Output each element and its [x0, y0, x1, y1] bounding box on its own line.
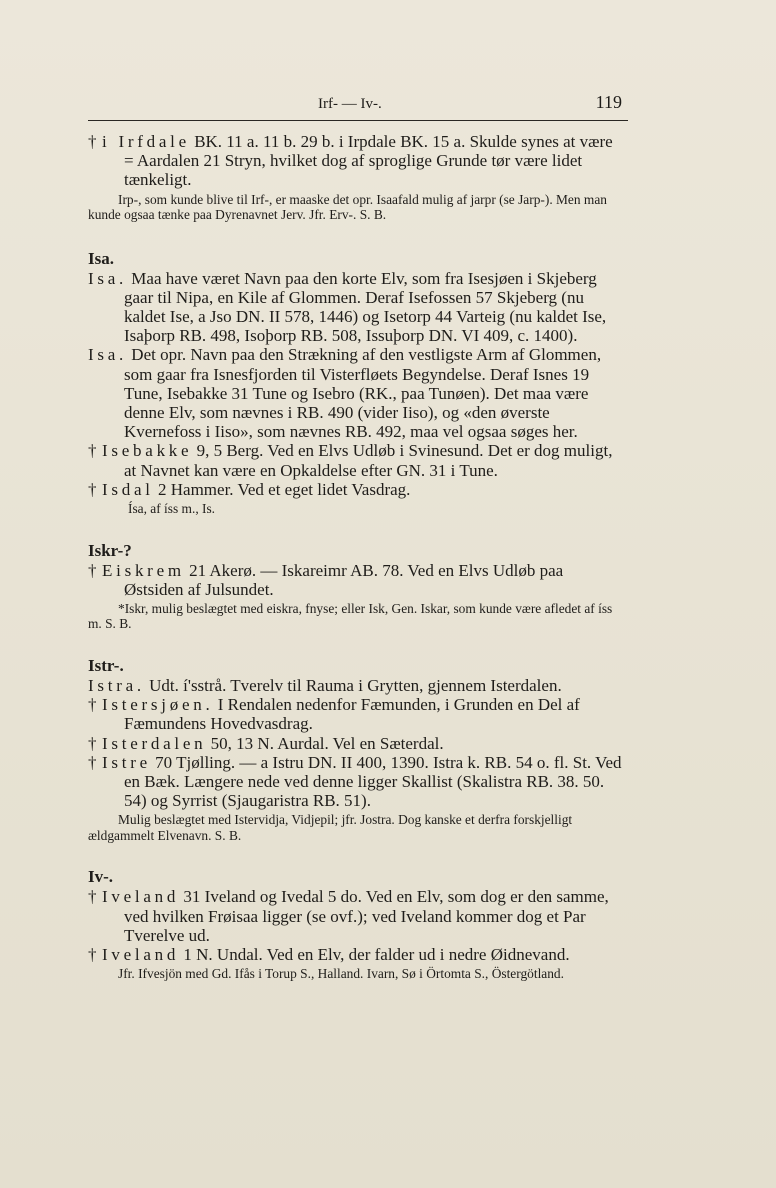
editor-note: Mulig beslægtet med Istervidja, Vidjepil; jfr. Jostra. Dog kanske et derfra forskjelligt ældgammelt Elvenavn. S. B.: [88, 812, 573, 843]
entry-name: Istersjøen.: [102, 695, 214, 715]
editor-note: *Iskr, mulig beslægtet med eiskra, fnyse; eller Isk, Gen. Iskar, som kunde være afledet af íss m. S. B.: [88, 600, 613, 632]
dagger-mark: †: [88, 479, 97, 499]
dagger-mark: †: [88, 441, 97, 461]
page-number: 119: [595, 92, 622, 112]
entry-isdal: [88, 480, 624, 499]
entry-text: 2 Hammer. Ved et eget lidet Vasdrag.: [158, 479, 411, 499]
editor-note: Jfr. Ifvesjön med Gd. Ifås i Torup S., Halland. Ivarn, Sø i Örtomta S., Östergötland.: [118, 966, 564, 982]
entry-istre: [88, 753, 624, 811]
entry-iveland-2: [88, 945, 624, 964]
entry-name: Iveland: [102, 887, 180, 907]
entry-text: Det opr. Navn paa den Strækning af den vestligste Arm af Glommen, som gaar fra Isnesfjorden til Visterfløets Begyndelse. Deraf Isnes 19 Tune, Isebakke 31 Tune og Isebro (RK., paa Tunøen). Det maa være denne Elv, som nævnes i RB. 490 (vider Iiso), og «den øverste Kvernefoss i Iiso», som nævnes RB. 492, maa vel ogsaa søges her.: [124, 345, 602, 442]
entry-isa-1: [88, 269, 624, 346]
entry-istra: [88, 676, 624, 695]
section-heading-istr: Istr-.: [88, 655, 124, 675]
running-title: Irf- — Iv-.: [318, 96, 382, 112]
entry-text: 9, 5 Berg. Ved en Elvs Udløb i Svinesund. Det er dog muligt, at Navnet kan være en Opkaldelse efter GN. 31 i Tune.: [124, 441, 613, 480]
dagger-mark: †: [88, 733, 97, 753]
entry-name: Isa.: [88, 345, 128, 365]
section-heading-iv: Iv-.: [88, 867, 114, 887]
entry-name: Isebakke: [102, 441, 193, 461]
entry-name: Iveland: [102, 944, 180, 964]
dagger-mark: †: [88, 752, 97, 772]
dagger-mark: †: [88, 887, 97, 907]
dagger-mark: †: [88, 132, 97, 151]
entry-text: BK. 11 a. 11 b. 29 b. i Irpdale BK. 15 a. Skulde synes at være = Aardalen 21 Stryn, hvilket dog af sproglige Grunde tør være lidet tænkeligt.: [124, 132, 613, 190]
entry-isebakke: [88, 441, 624, 479]
entry-name: Eiskrem: [102, 560, 185, 580]
entry-name: Isterdalen: [102, 733, 207, 753]
entry-text: Udt. í'sstrå. Tverelv til Rauma i Grytten, gjennem Isterdalen.: [149, 675, 562, 695]
entry-text: 50, 13 N. Aurdal. Vel en Sæterdal.: [210, 733, 444, 753]
page-content: [88, 132, 624, 982]
page-header: [88, 94, 628, 121]
entry-text: Maa have været Navn paa den korte Elv, som fra Isesjøen i Skjeberg gaar til Nipa, en Kile af Glommen. Deraf Isefossen 57 Skjeberg (nu kaldet Ise, a Jso DN. II 578, 1446) og Isetorp 44 Varteig (nu kaldet Ise, Isaþorp RB. 498, Isoþorp RB. 508, Issuþorp DN. VI 409, c. 1400).: [124, 268, 607, 346]
entry-iveland-1: [88, 887, 624, 945]
dagger-mark: †: [88, 560, 97, 580]
section-heading-isa: Isa.: [88, 248, 114, 268]
dagger-mark: †: [88, 695, 97, 715]
entry-isa-2: [88, 345, 624, 441]
entry-text: 21 Akerø. — Iskareimr AB. 78. Ved en Elvs Udløb paa Østsiden af Julsundet.: [124, 560, 564, 599]
section-heading-iskr: Iskr-?: [88, 540, 132, 560]
entry-name: Istra.: [88, 675, 145, 695]
editor-note: Ísa, af íss m., Is.: [128, 501, 216, 517]
entry-name: Isdal: [102, 479, 154, 499]
entry-text: I Rendalen nedenfor Fæmunden, i Grunden en Del af Fæmundens Hovedvasdrag.: [124, 695, 580, 734]
entry-name: Isa.: [88, 268, 128, 288]
entry-text: 70 Tjølling. — a Istru DN. II 400, 1390. Istra k. RB. 54 o. fl. St. Ved en Bæk. Længere nede ved denne ligger Skallist (Skalistra RB. 38. 50. 54) og Syrrist (Sjaugaristra RB. 51).: [124, 752, 622, 811]
entry-isterdalen: [88, 734, 624, 753]
entry-irfdale: [88, 132, 624, 190]
entry-name: Istre: [102, 752, 151, 772]
entry-eiskrem: [88, 561, 624, 599]
dagger-mark: †: [88, 944, 97, 964]
entry-text: 1 N. Undal. Ved en Elv, der falder ud i nedre Øidnevand.: [183, 944, 570, 964]
editor-note: Irp-, som kunde blive til Irf-, er maaske det opr. Isaafald mulig af jarpr (se Jarp-). Men man kunde ogsaa tænke paa Dyrenavnet Jerv. Jfr. Erv-. S. B.: [88, 191, 607, 223]
entry-name: i Irfdale: [102, 132, 190, 151]
entry-istersjoen: [88, 695, 624, 733]
entry-text: 31 Iveland og Ivedal 5 do. Ved en Elv, som dog er den samme, ved hvilken Frøisaa ligger (se ovf.); ved Iveland kommer dog et Par Tverelve ud.: [124, 887, 609, 945]
